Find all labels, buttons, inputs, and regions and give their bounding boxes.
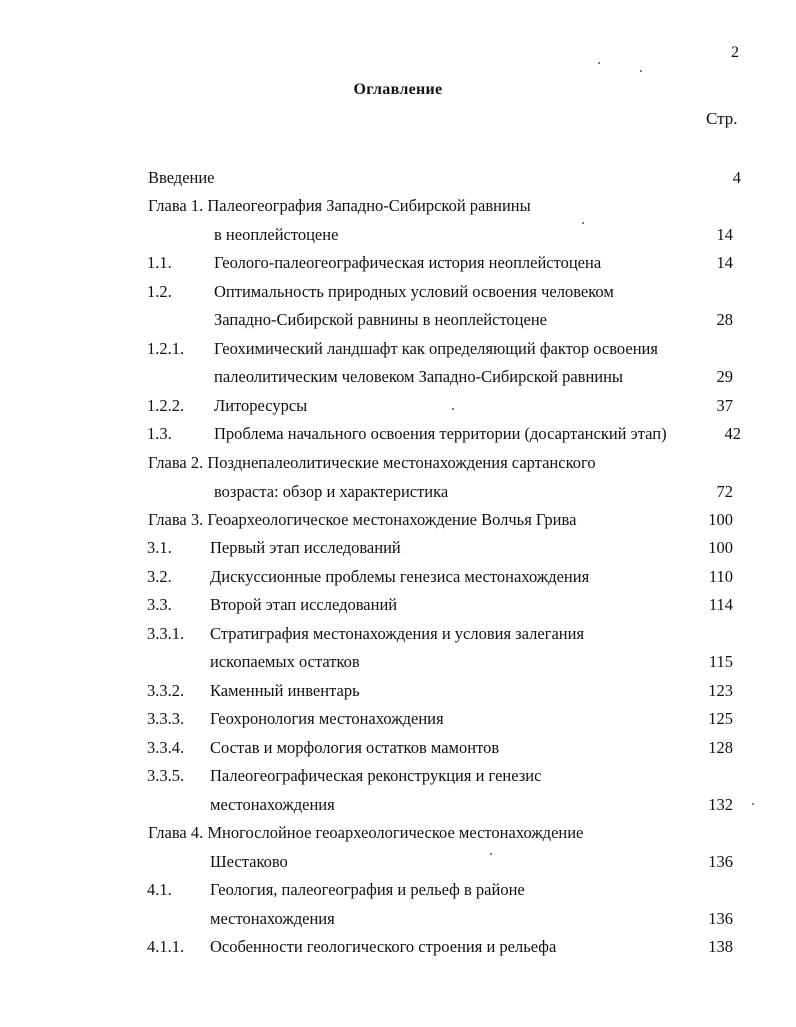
toc-entry xyxy=(0,681,796,705)
toc-entry xyxy=(0,339,796,363)
toc-entry xyxy=(0,453,796,477)
toc-entry-page: 72 xyxy=(716,482,733,501)
toc-entry xyxy=(0,624,796,648)
toc-entry xyxy=(0,567,796,591)
toc-entry-page: 42 xyxy=(724,424,741,443)
toc-entry-number: 1.3. xyxy=(147,424,172,443)
toc-entry-number: 3.3.1. xyxy=(147,624,185,643)
toc-entry-text: Глава 1. Палеогеография Западно-Сибирской равнины xyxy=(148,196,531,215)
toc-entry-page: 14 xyxy=(716,253,733,272)
toc-entry-number: 3.3.4. xyxy=(147,738,185,757)
toc-entry-page: 128 xyxy=(708,738,733,757)
toc-entry-text: Литоресурсы xyxy=(214,396,308,415)
toc-entry-text: местонахождения xyxy=(210,795,335,814)
toc-entry xyxy=(0,310,796,334)
toc-entry-number: 3.3.2. xyxy=(147,681,185,700)
toc-entry-page: 136 xyxy=(708,852,733,871)
toc-entry xyxy=(0,538,796,562)
toc-entry xyxy=(0,196,796,220)
toc-entry-page: 4 xyxy=(732,168,741,187)
toc-entry xyxy=(0,282,796,306)
toc-entry-text: местонахождения xyxy=(210,909,335,928)
toc-entry-page: 138 xyxy=(708,937,733,956)
toc-entry-number: 3.3.3. xyxy=(147,709,185,728)
toc-entry-text: палеолитическим человеком Западно-Сибирской равнины xyxy=(214,367,624,386)
toc-entry-text: Первый этап исследований xyxy=(210,538,401,557)
toc-entry-text: Второй этап исследований xyxy=(210,595,398,614)
toc-entry-page: 125 xyxy=(708,709,733,728)
toc-entry-number: 3.2. xyxy=(147,567,172,586)
toc-entry xyxy=(0,168,796,192)
toc-entry-text: Геохимический ландшафт как определяющий фактор освоения xyxy=(214,339,658,358)
page-number: 2 xyxy=(731,44,739,61)
toc-entry xyxy=(0,909,796,933)
toc-entry-text: Геолого-палеогеографическая история неоплейстоцена xyxy=(214,253,602,272)
toc-entry-text: возраста: обзор и характеристика xyxy=(214,482,449,501)
toc-entry xyxy=(0,738,796,762)
toc-entry-page: 115 xyxy=(708,652,733,671)
toc-entry-text: Стратиграфия местонахождения и условия залегания xyxy=(210,624,585,643)
toc-entry-number: 1.2. xyxy=(147,282,172,301)
toc-entry xyxy=(0,367,796,391)
toc-entry-number: 4.1.1. xyxy=(147,937,185,956)
toc-entry-page: 110 xyxy=(708,567,733,586)
toc-entry xyxy=(0,880,796,904)
toc-entry xyxy=(0,937,796,961)
toc-entry-number: 3.3. xyxy=(147,595,172,614)
toc-entry-text: Глава 3. Геоархеологическое местонахождение Волчья Грива xyxy=(148,510,577,529)
scan-speck xyxy=(490,853,492,855)
toc-entry-text: Каменный инвентарь xyxy=(210,681,360,700)
toc-entry xyxy=(0,424,796,448)
toc-entry-text: Глава 2. Позднепалеолитические местонахождения сартанского xyxy=(148,453,596,472)
toc-entry-text: Оптимальность природных условий освоения человеком xyxy=(214,282,614,301)
toc-entry xyxy=(0,652,796,676)
toc-entry-page: 100 xyxy=(708,538,733,557)
toc-entry-text: Введение xyxy=(148,168,215,187)
toc-entry xyxy=(0,823,796,847)
toc-entry xyxy=(0,709,796,733)
toc-entry xyxy=(0,766,796,790)
toc-entry xyxy=(0,510,796,534)
toc-entry-number: 1.1. xyxy=(147,253,172,272)
scan-speck xyxy=(598,62,600,64)
toc-entry-text: ископаемых остатков xyxy=(210,652,360,671)
toc-entry xyxy=(0,253,796,277)
toc-entry-text: в неоплейстоцене xyxy=(214,225,339,244)
toc-entry-text: Геология, палеогеография и рельеф в районе xyxy=(210,880,525,899)
toc-entry-text: Дискуссионные проблемы генезиса местонахождения xyxy=(210,567,590,586)
toc-entry-text: Глава 4. Многослойное геоархеологическое местонахождение xyxy=(148,823,584,842)
toc-entry-page: 29 xyxy=(716,367,733,386)
toc-entry-text: Палеогеографическая реконструкция и генезис xyxy=(210,766,542,785)
toc-entry-number: 1.2.2. xyxy=(147,396,185,415)
toc-entry-page: 136 xyxy=(708,909,733,928)
scan-speck xyxy=(640,70,642,72)
page-title: Оглавление xyxy=(353,81,443,98)
scan-speck xyxy=(452,408,454,410)
scan-speck xyxy=(582,222,584,224)
toc-entry-text: Состав и морфология остатков мамонтов xyxy=(210,738,500,757)
page-column-header: Стр. xyxy=(706,109,738,128)
toc-entry-page: 28 xyxy=(716,310,733,329)
toc-entry-number: 4.1. xyxy=(147,880,172,899)
toc-entry-page: 123 xyxy=(708,681,733,700)
toc-entry-text: Шестаково xyxy=(210,852,288,871)
toc-entry-page: 114 xyxy=(708,595,733,614)
toc-entry-text: Геохронология местонахождения xyxy=(210,709,444,728)
toc-entry-text: Особенности геологического строения и рельефа xyxy=(210,937,557,956)
toc-entry xyxy=(0,396,796,420)
toc-entry xyxy=(0,595,796,619)
toc-entry-text: Западно-Сибирской равнины в неоплейстоцене xyxy=(214,310,547,329)
toc-entry-number: 3.3.5. xyxy=(147,766,185,785)
toc-entry xyxy=(0,852,796,876)
toc-entry xyxy=(0,482,796,506)
toc-entry-number: 3.1. xyxy=(147,538,172,557)
toc-entry-number: 1.2.1. xyxy=(147,339,185,358)
toc-entry-page: 14 xyxy=(716,225,733,244)
toc-entry xyxy=(0,225,796,249)
toc-entry-page: 37 xyxy=(716,396,733,415)
toc-entry xyxy=(0,795,796,819)
toc-entry-page: 132 xyxy=(708,795,733,814)
toc-entry-page: 100 xyxy=(708,510,733,529)
scan-speck xyxy=(752,803,754,805)
toc-entry-text: Проблема начального освоения территории (досартанский этап) xyxy=(214,424,667,443)
